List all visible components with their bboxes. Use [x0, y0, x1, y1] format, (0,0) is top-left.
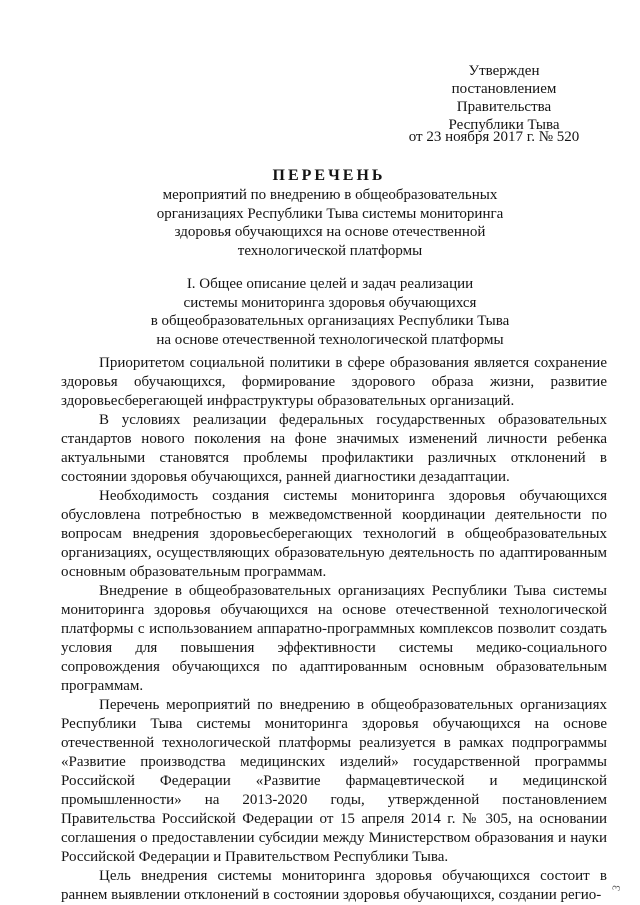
approval-date: от 23 ноября 2017 г. № 520 — [408, 129, 580, 145]
approval-line: постановлением Правительства — [451, 81, 557, 115]
approval-block — [404, 62, 604, 134]
section-heading-line: на основе отечественной технологической платформы — [156, 331, 504, 348]
section-heading — [110, 275, 550, 349]
approval-line: Утвержден — [468, 63, 540, 79]
subtitle-line: технологической платформы — [237, 242, 423, 259]
section-heading-line: системы мониторинга здоровья обучающихся — [183, 294, 477, 311]
paragraph: Внедрение в общеобразовательных организациях Республики Тыва системы мониторинга здоровья обучающихся на основе отечественной технологической платформы с использованием аппаратно-программных комплексов позволит создать условия для повышения эффективности системы медико-социального сопровождения обучающихся по адаптированным основным образовательным программам. — [61, 583, 607, 694]
paragraph: Приоритетом социальной политики в сфере образования является сохранение здоровья обучающихся, формирование здорового образа жизни, развитие здоровьесберегающей инфраструктуры образовательных организаций. — [61, 355, 607, 409]
body-text — [61, 354, 607, 905]
subtitle-line: организациях Республики Тыва системы мониторинга — [156, 205, 504, 222]
approval-line: Республики Тыва — [448, 117, 560, 133]
document-subtitle — [110, 186, 550, 260]
document-title: ПЕРЕЧЕНЬ — [272, 167, 386, 184]
section-heading-line: I. Общее описание целей и задач реализации — [186, 276, 474, 292]
paragraph: Цель внедрения системы мониторинга здоровья обучающихся состоит в раннем выявлении отклонений в состоянии здоровья обучающихся, создании регио- — [61, 868, 607, 903]
paragraph: В условиях реализации федеральных государственных образовательных стандартов нового поколения на фоне значимых изменений личности ребенка актуальными становятся проблемы профилактики различных отклонений в состоянии здоровья обучающихся, ранней диагностики дезадаптации. — [61, 412, 607, 485]
subtitle-line: мероприятий по внедрению в общеобразовательных — [162, 187, 498, 203]
paragraph: Перечень мероприятий по внедрению в общеобразовательных организациях Республики Тыва системы мониторинга здоровья обучающихся на основе отечественной технологической платформы реализуется в рамках подпрограммы «Развитие производства медицинских изделий» государственной программы Российской Федерации «Развитие фармацевтической и медицинской промышленности» на 2013-2020 годы, утвержденной постановлением Правительства Российской Федерации от 15 апреля 2014 г. № 305, на основании соглашения о предоставлении субсидии между Министерством образования и науки Российской Федерации и Правительством Республики Тыва. — [61, 697, 607, 865]
section-heading-line: в общеобразовательных организациях Республики Тыва — [150, 313, 510, 329]
subtitle-line: здоровья обучающихся на основе отечественной — [174, 224, 486, 240]
page-mark: 3 — [610, 884, 624, 892]
paragraph: Необходимость создания системы мониторинга здоровья обучающихся обусловлена потребностью в межведомственной координации деятельности по вопросам внедрения здоровьесберегающих технологий в общеобразовательных организациях, осуществляющих образовательную деятельность по адаптированным основным образовательным программам. — [61, 488, 607, 580]
